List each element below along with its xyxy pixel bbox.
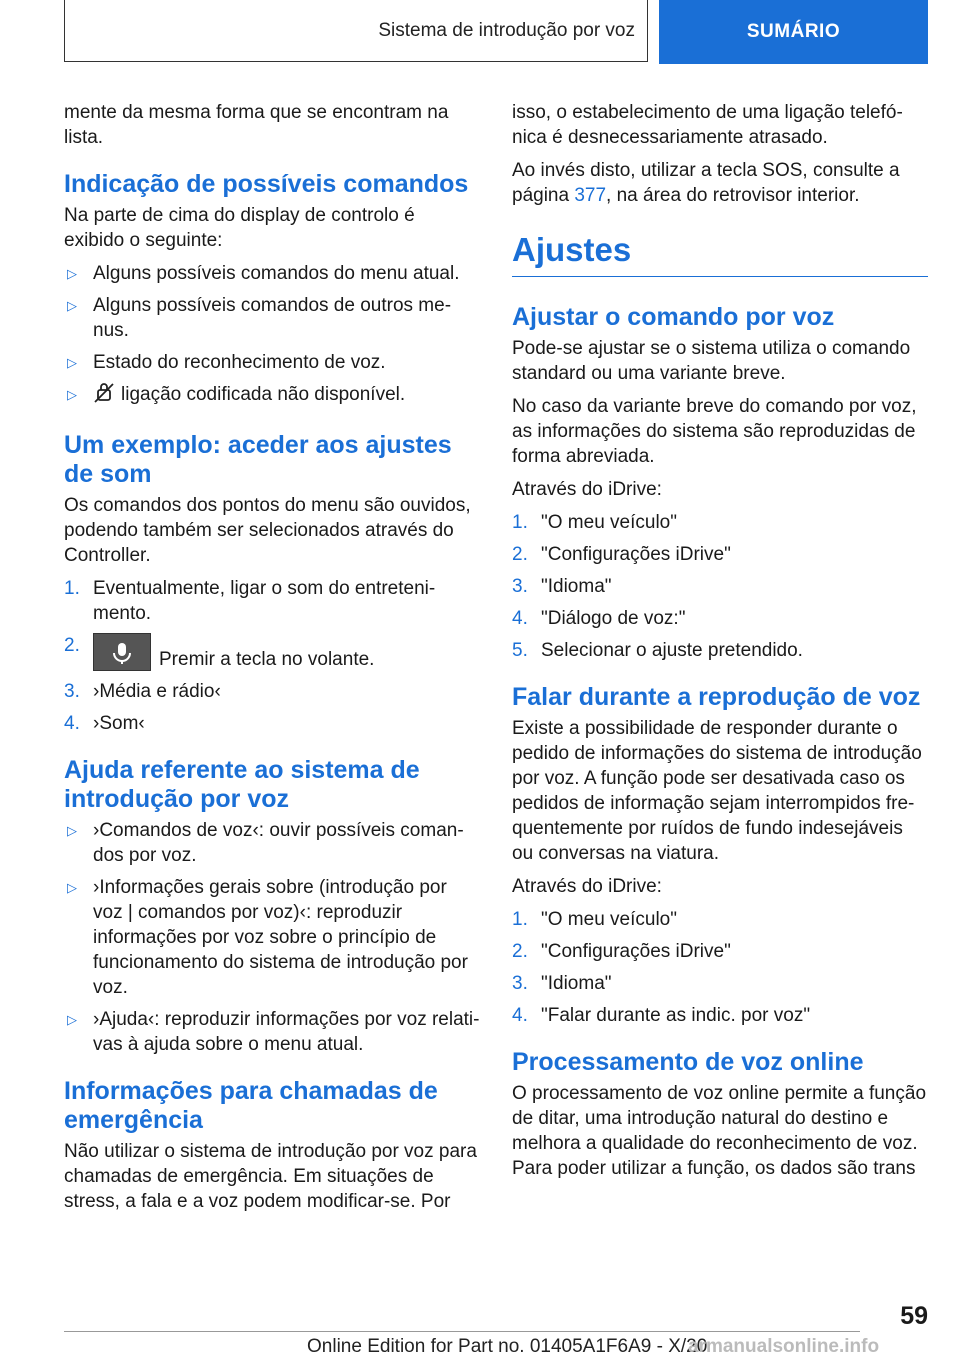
heading-adjust-voice: Ajustar o comando por voz bbox=[512, 303, 835, 331]
heading-online-processing: Processamento de voz online bbox=[512, 1048, 864, 1076]
page-link[interactable]: 377 bbox=[574, 185, 607, 206]
bullet-icon: ▷ bbox=[67, 387, 77, 402]
heading-possible-commands: Indicação de possíveis comandos bbox=[64, 170, 469, 198]
list-item: 4. "Falar durante as indic. por voz" bbox=[512, 1005, 811, 1026]
list-item: 3. ›Média e rádio‹ bbox=[64, 681, 221, 702]
adjust-paragraph-1: Pode-se ajustar se o sistema utiliza o comando standard ou uma variante breve. bbox=[512, 338, 911, 384]
bullet-icon: ▷ bbox=[67, 355, 77, 370]
list-item: 1. Eventualmente, ligar o som do entretenimento. bbox=[64, 578, 436, 624]
bullet-icon: ▷ bbox=[67, 266, 77, 281]
list-item: ▷ ›Informações gerais sobre (introdução por voz | comandos por voz)‹: reproduzir informações por voz sobre o princípio de funcionamento do sistema de introdução por voz. bbox=[67, 877, 468, 998]
heading-speak-during-voice: Falar durante a reprodução de voz bbox=[512, 683, 921, 711]
step-number: 2. bbox=[64, 635, 80, 656]
encrypted-connection-unavailable-icon bbox=[93, 382, 115, 411]
list-item: ▷ Estado do reconhecimento de voz. bbox=[67, 352, 386, 373]
right-column bbox=[512, 100, 928, 1189]
step-number: 2. bbox=[512, 544, 528, 565]
continued-paragraph-1: isso, o estabelecimento de uma ligação telefónica é desnecessariamente atrasado. bbox=[512, 102, 903, 148]
list-item: 5. Selecionar o ajuste pretendido. bbox=[512, 640, 803, 661]
bullet-icon: ▷ bbox=[67, 1012, 77, 1027]
list-item: ▷ ›Comandos de voz‹: ouvir possíveis comandos por voz. bbox=[67, 820, 464, 866]
list-item: ▷ Alguns possíveis comandos do menu atual. bbox=[67, 263, 460, 284]
list-item: 4. "Diálogo de voz:" bbox=[512, 608, 686, 629]
list-item: 1. "O meu veículo" bbox=[512, 512, 677, 533]
section-title: Sistema de introdução por voz bbox=[64, 0, 648, 62]
adjust-steps-list bbox=[512, 510, 928, 663]
bullet-icon: ▷ bbox=[67, 880, 77, 895]
bullet-icon: ▷ bbox=[67, 823, 77, 838]
step-number: 3. bbox=[512, 973, 528, 994]
page-header bbox=[64, 0, 928, 64]
help-list bbox=[64, 818, 480, 1057]
watermark: armanualsonline.info bbox=[688, 1336, 880, 1357]
step-number: 4. bbox=[64, 713, 80, 734]
step-number: 5. bbox=[512, 640, 528, 661]
list-item: 3. "Idioma" bbox=[512, 576, 612, 597]
heading-example: Um exemplo: aceder aos ajustes de som bbox=[64, 431, 452, 488]
step-number: 1. bbox=[512, 512, 528, 533]
speak-paragraph: Existe a possibilidade de responder durante o pedido de informações do sistema de introdução por voz. A função pode ser desativada caso os pedidos de informação sejam interrompidos frequentemente por ruídos de fundo indesejáveis ou conversas na viatura. bbox=[512, 718, 922, 864]
emergency-paragraph: Não utilizar o sistema de introdução por voz para chamadas de emergência. Em situações de stress, a fala e a voz podem modificar-se. Por bbox=[64, 1141, 477, 1212]
continued-paragraph-2: Ao invés disto, utilizar a tecla SOS, consulte a página 377, na área do retrovisor interior. bbox=[512, 160, 900, 206]
step-number: 4. bbox=[512, 1005, 528, 1026]
left-column bbox=[64, 100, 480, 1222]
voice-button-icon bbox=[93, 633, 151, 671]
speak-steps-list bbox=[512, 907, 928, 1028]
example-paragraph: Os comandos dos pontos do menu são ouvidos, podendo também ser selecionados através do Controller. bbox=[64, 495, 471, 566]
via-idrive-2: Através do iDrive: bbox=[512, 876, 662, 897]
footer-divider bbox=[64, 1331, 860, 1332]
via-idrive-1: Através do iDrive: bbox=[512, 479, 662, 500]
step-number: 3. bbox=[64, 681, 80, 702]
list-item: ▷ ›Ajuda‹: reproduzir informações por voz relativas à ajuda sobre o menu atual. bbox=[67, 1009, 480, 1055]
example-steps-list bbox=[64, 576, 480, 736]
list-item: ▷ Alguns possíveis comandos de outros menus. bbox=[67, 295, 452, 341]
list-item: 4. ›Som‹ bbox=[64, 713, 145, 734]
adjust-paragraph-2: No caso da variante breve do comando por voz, as informações do sistema são reproduzidas de forma abreviada. bbox=[512, 396, 917, 467]
page-number: 59 bbox=[900, 1302, 928, 1330]
list-item: 2. Premir a tecla no volante. bbox=[64, 635, 375, 670]
intro-paragraph: mente da mesma forma que se encontram na lista. bbox=[64, 102, 449, 148]
summary-button[interactable]: SUMÁRIO bbox=[659, 0, 928, 64]
list-item: 3. "Idioma" bbox=[512, 973, 612, 994]
list-item: 2. "Configurações iDrive" bbox=[512, 544, 731, 565]
step-number: 2. bbox=[512, 941, 528, 962]
list-item: 2. "Configurações iDrive" bbox=[512, 941, 731, 962]
heading-emergency: Informações para chamadas de emergência bbox=[64, 1077, 438, 1134]
step-number: 4. bbox=[512, 608, 528, 629]
bullet-icon: ▷ bbox=[67, 298, 77, 313]
edition-text: Online Edition for Part no. 01405A1F6A9 - X/20 bbox=[307, 1336, 708, 1357]
step-number: 3. bbox=[512, 576, 528, 597]
step-number: 1. bbox=[64, 578, 80, 599]
heading-help: Ajuda referente ao sistema de introdução por voz bbox=[64, 756, 420, 813]
possible-commands-paragraph: Na parte de cima do display de controlo é exibido o seguinte: bbox=[64, 205, 415, 251]
step-number: 1. bbox=[512, 909, 528, 930]
list-item: ▷ ligação codificada não disponível. bbox=[64, 382, 480, 411]
possible-commands-list bbox=[64, 261, 480, 411]
online-paragraph: O processamento de voz online permite a função de ditar, uma introdução natural do destino e melhora a qualidade do reconhecimento de voz. Para poder utilizar a função, os dados são trans bbox=[512, 1083, 927, 1179]
heading-settings: Ajustes bbox=[512, 230, 928, 277]
list-item: 1. "O meu veículo" bbox=[512, 909, 677, 930]
